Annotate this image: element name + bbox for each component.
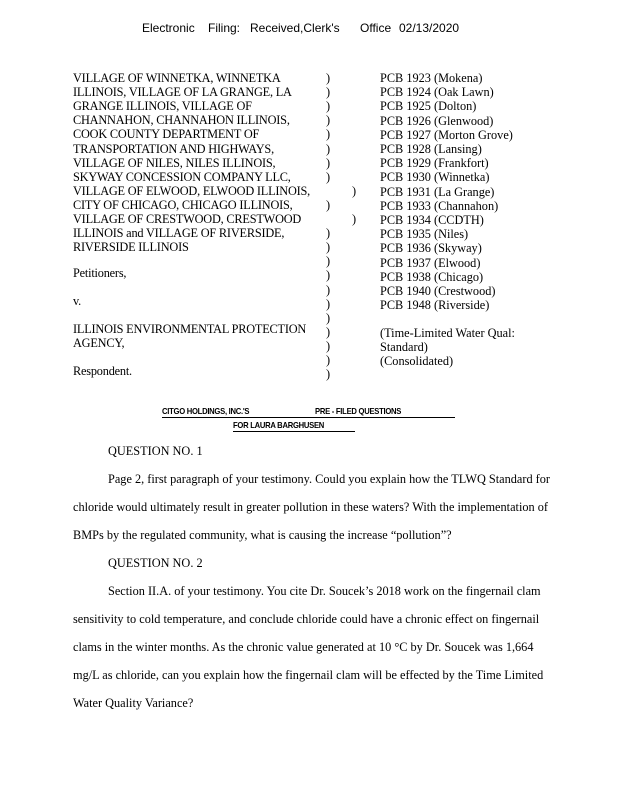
caption-paren: ) [326, 296, 331, 311]
case-number: PCB 1933 (Channahon) [380, 198, 499, 213]
party-line: ILLINOIS, VILLAGE OF LA GRANGE, LA [73, 85, 292, 100]
title-rule-2 [233, 431, 355, 432]
caption-paren: ) [326, 71, 331, 85]
case-number: PCB 1927 (Morton Grove) [380, 127, 513, 142]
case-number: PCB 1934 (CCDTH) [380, 213, 484, 227]
caption-paren: ) [326, 127, 331, 142]
caption-paren: ) [326, 254, 331, 269]
case-number: PCB 1931 (La Grange) [380, 184, 495, 199]
caption-paren: ) [326, 155, 331, 170]
caption-paren: ) [326, 240, 331, 255]
case-number: PCB 1935 (Niles) [380, 227, 469, 242]
respondent-name-line: AGENCY, [73, 336, 125, 350]
caption-paren: ) [326, 268, 331, 283]
caption-paren: ) [326, 324, 331, 339]
party-line: VILLAGE OF ELWOOD, ELWOOD ILLINOIS, [73, 183, 311, 198]
question-text-line: chloride would ultimately result in greater pollution in these waters? With the implementation of [73, 500, 548, 514]
caption-paren: ) [326, 338, 331, 353]
case-number: PCB 1938 (Chicago) [380, 269, 484, 284]
header-office: Office [360, 21, 392, 35]
party-line: CHANNAHON, CHANNAHON ILLINOIS, [73, 113, 290, 128]
question-text-line: Water Quality Variance? [73, 696, 194, 710]
case-number: PCB 1929 (Frankfort) [380, 156, 489, 171]
caption-paren: ) [326, 310, 331, 325]
title-line1b: PRE - FILED QUESTIONS [315, 406, 402, 416]
party-line: GRANGE ILLINOIS, VILLAGE OF [73, 99, 252, 114]
caption-paren: ) [326, 141, 331, 156]
case-type-line: (Consolidated) [380, 354, 454, 368]
caption-paren: ) [326, 113, 331, 128]
question-text-line: BMPs by the regulated community, what is causing the increase “pollution”? [73, 528, 452, 542]
case-number: PCB 1925 (Dolton) [380, 99, 477, 114]
case-number: PCB 1923 (Mokena) [380, 71, 483, 85]
header-filing: Filing: [208, 21, 241, 35]
caption-paren: ) [326, 353, 331, 367]
case-number: PCB 1936 (Skyway) [380, 241, 482, 256]
header-received: Received,Clerk's [250, 21, 340, 35]
question-text-line: mg/L as chloride, can you explain how the fingernail clam will be effected by the Time Limited [73, 668, 544, 682]
case-type-line: (Time-Limited Water Qual: [380, 326, 515, 340]
title-line1a: CITGO HOLDINGS, INC.'S [162, 406, 250, 416]
party-line: TRANSPORTATION AND HIGHWAYS, [73, 141, 274, 156]
case-number: PCB 1930 (Winnetka) [380, 170, 490, 185]
header-electronic: Electronic [142, 21, 195, 35]
caption-paren: ) [326, 85, 331, 100]
case-number: PCB 1926 (Glenwood) [380, 113, 494, 128]
party-line: VILLAGE OF NILES, NILES ILLINOIS, [73, 155, 276, 170]
question-text-line: sensitivity to cold temperature, and conclude chloride could have a chronic effect on fingernail [73, 612, 540, 626]
party-line: ILLINOIS and VILLAGE OF RIVERSIDE, [73, 226, 285, 241]
caption-paren: ) [326, 367, 331, 382]
caption-paren: ) [326, 99, 331, 114]
caption-paren: ) [326, 169, 331, 184]
party-line: COOK COUNTY DEPARTMENT OF [73, 127, 260, 142]
versus-label: v. [73, 294, 82, 308]
party-line: VILLAGE OF CRESTWOOD, CRESTWOOD [73, 212, 302, 226]
case-number: PCB 1924 (Oak Lawn) [380, 85, 494, 100]
case-number: PCB 1948 (Riverside) [380, 298, 490, 313]
question-heading: QUESTION NO. 2 [108, 556, 203, 570]
title-line2: FOR LAURA BARGHUSEN [233, 420, 325, 430]
case-number: PCB 1940 (Crestwood) [380, 284, 496, 298]
question-text-line: Section II.A. of your testimony. You cite Dr. Soucek’s 2018 work on the fingernail clam [108, 584, 541, 598]
caption-paren: ) [326, 282, 331, 297]
case-type-line: Standard) [380, 340, 428, 354]
case-number: PCB 1937 (Elwood) [380, 255, 481, 270]
respondent-label: Respondent. [73, 364, 132, 378]
petitioners-label: Petitioners, [73, 266, 127, 280]
caption-paren: ) [352, 212, 357, 226]
party-line: VILLAGE OF WINNETKA, WINNETKA [73, 71, 281, 85]
caption-paren: ) [326, 197, 331, 212]
question-text-line: clams in the winter months. As the chronic value generated at 10 °C by Dr. Soucek was 1,664 [73, 640, 534, 654]
caption-paren: ) [352, 183, 357, 198]
question-text-line: Page 2, first paragraph of your testimony. Could you explain how the TLWQ Standard for [108, 472, 551, 486]
case-number: PCB 1928 (Lansing) [380, 142, 482, 156]
respondent-name-line: ILLINOIS ENVIRONMENTAL PROTECTION [73, 322, 307, 336]
party-line: SKYWAY CONCESSION COMPANY LLC, [73, 169, 291, 184]
question-heading: QUESTION NO. 1 [108, 444, 203, 458]
party-line: RIVERSIDE ILLINOIS [73, 240, 189, 255]
party-line: CITY OF CHICAGO, CHICAGO ILLINOIS, [73, 197, 293, 212]
header-date: 02/13/2020 [399, 21, 460, 35]
caption-paren: ) [326, 226, 331, 241]
